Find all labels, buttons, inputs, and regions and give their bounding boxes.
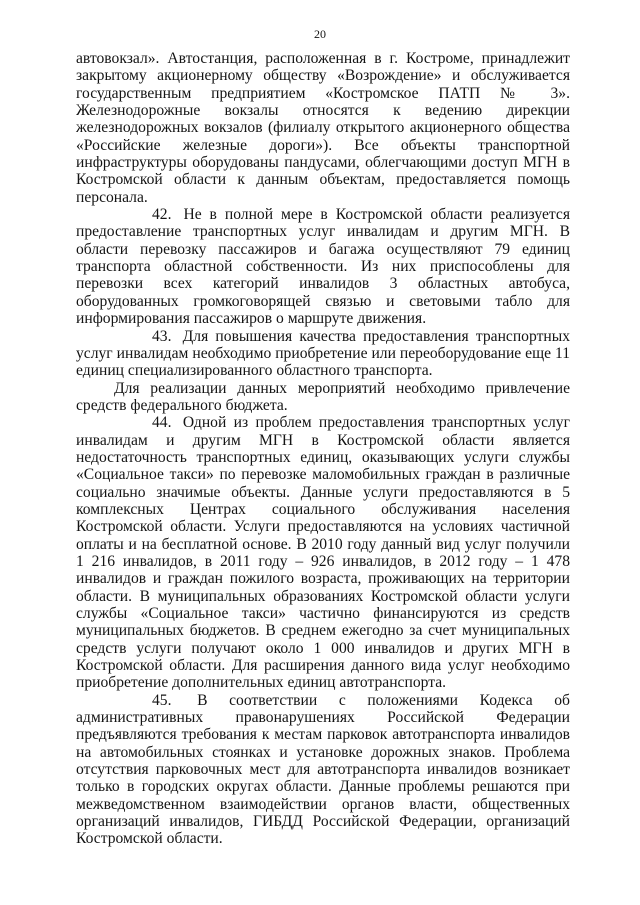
page-number: 20 [314,27,326,41]
paragraph-number: 43. [152,327,172,345]
paragraph-text: Для реализации данных мероприятий необходимо привлечение средств федерального бюджета. [76,379,570,414]
paragraph-number: 44. [152,414,172,432]
paragraph-text: Для повышения качества предоставления транспортных услуг инвалидам необходимо приобретение или переоборудование еще 11 единиц специализированного областного транспорта. [76,327,570,380]
paragraph-45 [76,692,570,848]
paragraph-funding [76,380,570,415]
paragraph-number: 42. [152,206,172,224]
paragraph-text: В соответствии с положениями Кодекса об административных правонарушениях Российской Федерации предъявляются требования к местам парковок автотранспорта инвалидов на автомобильных стоянках и установке дорожных знаков. Проблема отсутствия парковочных мест для автотранспорта инвалидов возникает только в городских округах области. Данные проблемы решаются при межведомственном взаимодействии органов власти, общественных организаций инвалидов, ГИБДД Российской Федерации, организаций Костромской области. [76,691,570,848]
paragraph-44 [76,414,570,692]
paragraph-43 [76,328,570,380]
paragraph-42 [76,206,570,327]
document-body [76,50,570,848]
paragraph-continued [76,50,570,206]
paragraph-text: автовокзал». Автостанция, расположенная в г. Костроме, принадлежит закрытому акционерному обществу «Возрождение» и обслуживается государственным предприятием «Костромское ПАТП № 3». Железнодорожные вокзалы относятся к ведению дирекции железнодорожных вокзалов (филиалу открытого акционерного общества «Российские железные дороги»). Все объекты транспортной инфраструктуры оборудованы пандусами, облегчающими доступ МГН в Костромской области к данным объектам, предоставляется помощь персонала. [76,50,570,206]
paragraph-text: Не в полной мере в Костромской области реализуется предоставление транспортных услуг инвалидам и другим МГН. В области перевозку пассажиров и багажа осуществляют 79 единиц транспорта областной собственности. Из них приспособлены для перевозки всех категорий инвалидов 3 областных автобуса, оборудованных громкоговорящей связью и световыми табло для информирования пассажиров о маршруте движения. [76,206,570,328]
paragraph-text: Одной из проблем предоставления транспортных услуг инвалидам и другим МГН в Костромской области является недостаточность транспортных единиц, оказывающих услуги службы «Социальное такси» по перевозке маломобильных граждан в различные социально значимые объекты. Данные услуги предоставляются в 5 комплексных Центрах социального обслуживания населения Костромской области. Услуги предоставляются на условиях частичной оплаты и на бесплатной основе. В 2010 году данный вид услуг получили 1 216 инвалидов, в 2011 году – 926 инвалидов, в 2012 году – 1 478 инвалидов и граждан пожилого возраста, проживающих на территории области. В муниципальных образованиях Костромской области услуги службы «Социальное такси» частично финансируются из средств муниципальных бюджетов. В среднем ежегодно за счет муниципальных средств услуги получают около 1 000 инвалидов и других МГН в Костромской области. Для расширения данного вида услуг необходимо приобретение дополнительных единиц автотранспорта. [76,414,570,692]
paragraph-number: 45. [152,691,172,709]
